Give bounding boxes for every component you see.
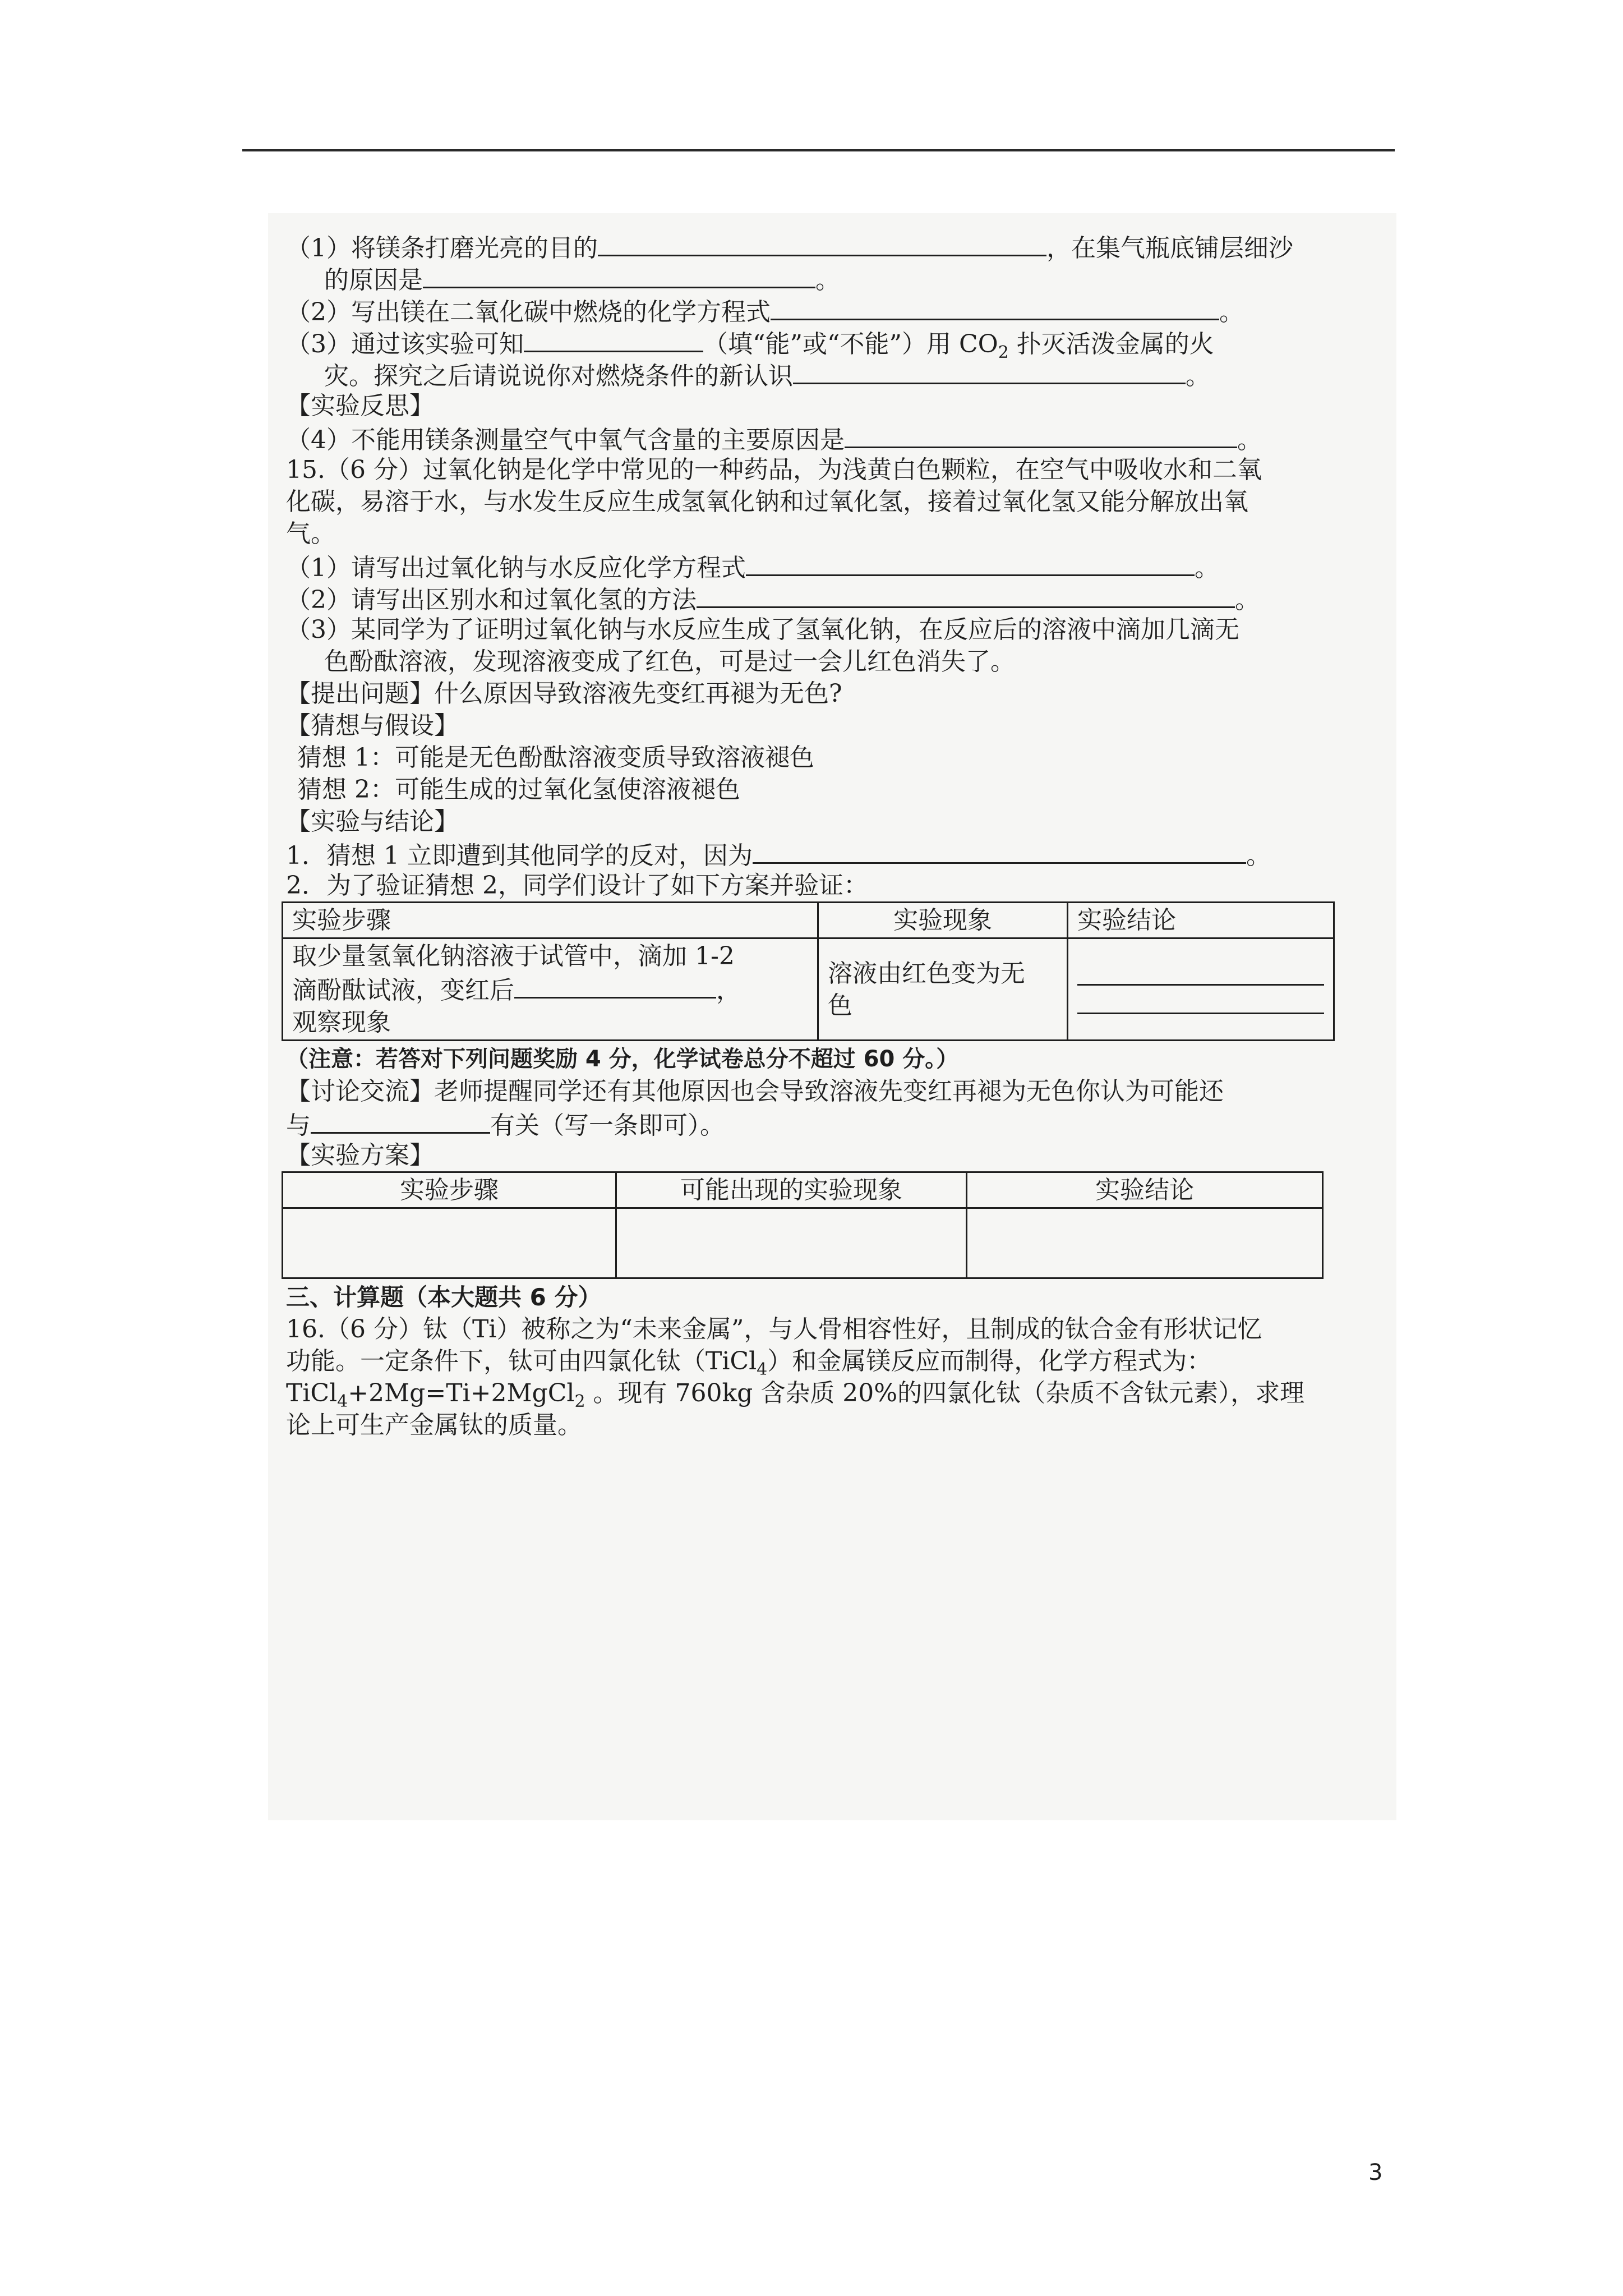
q15-plan-title: 【实验方案】 — [286, 1141, 434, 1170]
table-cell-empty[interactable] — [967, 1208, 1323, 1278]
q16-line1: 16.（6 分）钛（Ti）被称之为“未来金属”，与人骨相容性好，且制成的钛合金有形状记忆 — [286, 1315, 1262, 1343]
q14-reflect-title: 【实验反思】 — [286, 392, 434, 420]
answer-blank[interactable] — [1077, 963, 1324, 986]
plan-table — [282, 1171, 1324, 1279]
table-cell-empty[interactable] — [616, 1208, 967, 1278]
q16-line4: 论上可生产金属钛的质量。 — [286, 1411, 582, 1439]
answer-blank[interactable] — [697, 582, 1235, 608]
answer-blank[interactable] — [793, 358, 1186, 384]
q15-part3-line2: 色酚酞溶液，发现溶液变成了红色，可是过一会儿红色消失了。 — [324, 647, 1015, 676]
header-rule — [242, 149, 1395, 151]
q15-discuss-line1: 【讨论交流】老师提醒同学还有其他原因也会导致溶液先变红再褪为无色你认为可能还 — [286, 1077, 1224, 1106]
table-header-cell: 实验结论 — [1068, 903, 1334, 938]
q15-hypothesis-2: 猜想 2：可能生成的过氧化氢使溶液褪色 — [297, 775, 740, 804]
section3-title: 三、计算题（本大题共 6 分） — [286, 1283, 602, 1311]
table-header-cell: 实验步骤 — [283, 1172, 616, 1208]
q14-part3-line1: （3）通过该实验可知 （填“能”或“不能”）用 $CO_2$ 扑灭活泼金属的火 — [286, 326, 1352, 358]
q15-discuss-line2: 与 有关（写一条即可）。 — [286, 1107, 1352, 1139]
q15-question: 【提出问题】什么原因导致溶液先变红再褪为无色? — [286, 679, 842, 708]
answer-blank[interactable] — [753, 838, 1246, 864]
table-row — [283, 938, 1334, 1041]
q15-experiment-1: 1．猜想 1 立即遭到其他同学的反对，因为 。 — [286, 838, 1352, 869]
answer-blank[interactable] — [598, 230, 1046, 256]
q15-intro-line2: 化碳，易溶于水，与水发生反应生成氢氧化钠和过氧化氢，接着过氧化氢又能分解放出氧 — [286, 487, 1248, 516]
q14-part3-line2: 灾。探究之后请说说你对燃烧条件的新认识 。 — [286, 358, 1352, 390]
q15-part3-line1: （3）某同学为了证明过氧化钠与水反应生成了氢氧化钠，在反应后的溶液中滴加几滴无 — [286, 615, 1239, 644]
page-number: 3 — [1368, 2160, 1383, 2185]
q14-part2: （2）写出镁在二氧化碳中燃烧的化学方程式 。 — [286, 294, 1352, 326]
q15-experiment-2: 2．为了验证猜想 2，同学们设计了如下方案并验证： — [286, 871, 868, 900]
q16-line3: TiCl$_4$+2Mg=Ti+2MgCl$_2$ 。现有 760kg 含杂质 20%的四氯化钛（杂质不含钛元素），求理 — [286, 1379, 1305, 1411]
answer-blank[interactable] — [771, 294, 1219, 320]
q15-part2: （2）请写出区别水和过氧化氢的方法 。 — [286, 582, 1352, 614]
answer-blank[interactable] — [311, 1107, 490, 1134]
answer-blank[interactable] — [1077, 991, 1324, 1014]
table-cell-phenomenon: 溶液由红色变为无 色 — [818, 938, 1068, 1041]
experiment-table — [282, 901, 1335, 1041]
q14-part1-line1: （1）将镁条打磨光亮的目的 ，在集气瓶底铺层细沙 — [286, 230, 1352, 262]
exam-content — [286, 230, 1352, 1441]
answer-blank[interactable] — [524, 326, 703, 352]
answer-blank[interactable] — [514, 972, 716, 999]
q15-experiment-title: 【实验与结论】 — [286, 807, 459, 836]
q14-part1-line2: 的原因是 。 — [286, 262, 1352, 294]
table-header-cell: 可能出现的实验现象 — [616, 1172, 967, 1208]
q14-part4: （4）不能用镁条测量空气中氧气含量的主要原因是 。 — [286, 422, 1352, 454]
answer-blank[interactable] — [423, 262, 815, 288]
answer-blank[interactable] — [845, 422, 1237, 448]
q15-hypothesis-title: 【猜想与假设】 — [286, 711, 459, 740]
table-header-cell: 实验现象 — [818, 903, 1068, 938]
q15-intro-line3: 气。 — [286, 519, 335, 548]
answer-blank[interactable] — [746, 550, 1195, 576]
table-header-cell: 实验步骤 — [283, 903, 818, 938]
table-cell-step: 取少量氢氧化钠溶液于试管中，滴加 1-2 滴酚酞试液，变红后 ， 观察现象 — [283, 938, 818, 1041]
q15-hypothesis-1: 猜想 1：可能是无色酚酞溶液变质导致溶液褪色 — [297, 743, 814, 772]
table-row — [283, 1208, 1323, 1278]
table-header-cell: 实验结论 — [967, 1172, 1323, 1208]
q15-part1: （1）请写出过氧化钠与水反应化学方程式 。 — [286, 550, 1352, 582]
q16-line2: 功能。一定条件下，钛可由四氯化钛（TiCl$_4$）和金属镁反应而制得，化学方程式为： — [286, 1347, 1212, 1379]
table-cell-empty[interactable] — [283, 1208, 616, 1278]
table-header-row — [283, 903, 1334, 938]
q15-intro-line1: 15.（6 分）过氧化钠是化学中常见的一种药品，为浅黄白色颗粒，在空气中吸收水和二氧 — [286, 455, 1262, 484]
table-header-row — [283, 1172, 1323, 1208]
table-cell-conclusion[interactable] — [1068, 938, 1334, 1041]
bonus-note: （注意：若答对下列问题奖励 4 分，化学试卷总分不超过 60 分。） — [286, 1046, 959, 1072]
